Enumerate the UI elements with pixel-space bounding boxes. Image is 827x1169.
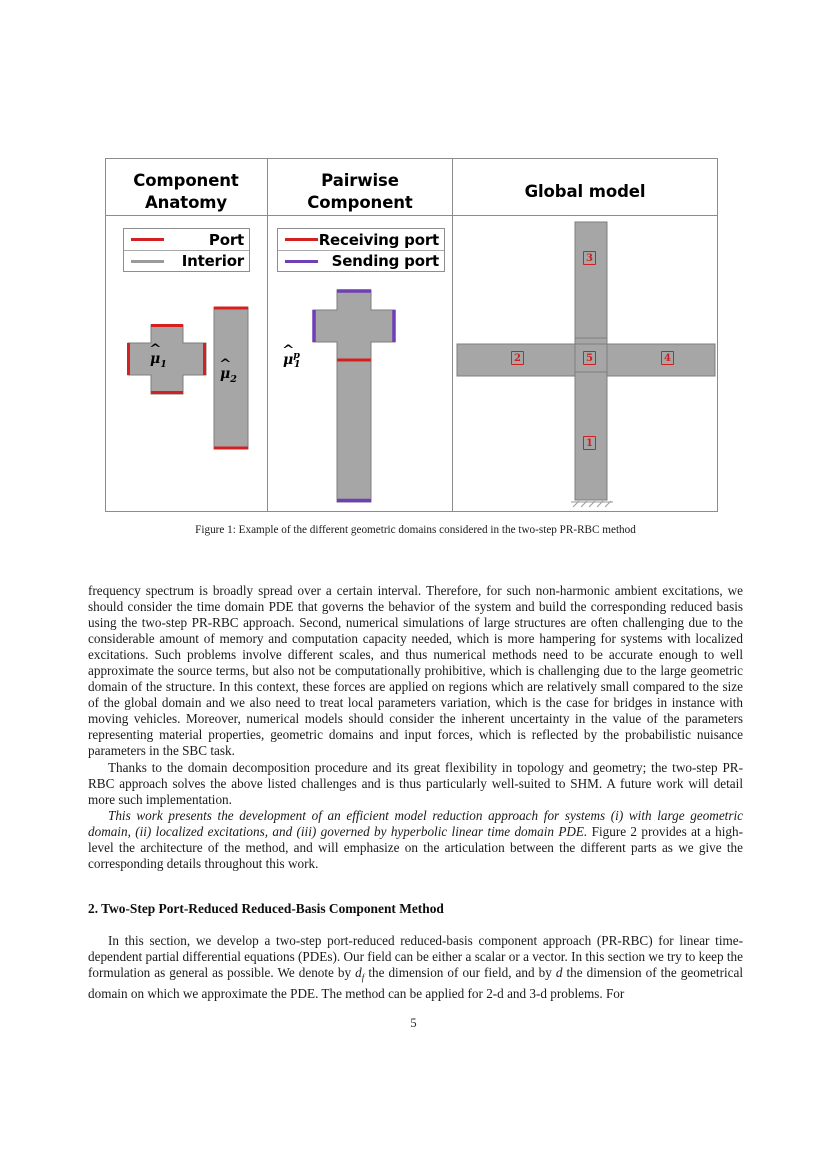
label-mu-2 xyxy=(220,366,237,385)
legend-row-receiving-port xyxy=(278,229,444,250)
pairwise-component-shape xyxy=(311,288,397,504)
interior-line-swatch-icon xyxy=(131,260,164,263)
section-spacer-bottom xyxy=(88,917,743,933)
global-model-badge-3: 3 xyxy=(583,251,596,265)
paragraph-3-remainder: Figure 2 provides at a high-level the architecture of the method, and will emphasize on the articulation between the different parts as we give the corresponding details throughout this work. xyxy=(88,823,744,871)
label-mu-1 xyxy=(150,351,167,370)
panel-title-line-1: Global model xyxy=(524,182,646,201)
figure-header-rule xyxy=(105,215,718,216)
mu-subscript: 2 xyxy=(230,373,237,385)
sending-port-line-swatch-icon xyxy=(285,260,318,263)
mu-symbol: ^ μ xyxy=(283,352,293,368)
paragraph-2: Thanks to the domain decomposition procedure and its great flexibility in topology and geometry; the two-step PR-RBC approach solves the above listed challenges and is thus particularly well-suited to SHM. A future work will detail more such implementation. xyxy=(88,759,743,807)
mu-symbol: ^ μ xyxy=(150,351,160,367)
math-f-subscript: f xyxy=(361,972,365,983)
legend-row-sending-port xyxy=(278,250,444,271)
section-spacer-top xyxy=(88,872,743,901)
receiving-port-line-swatch-icon xyxy=(285,238,318,241)
port-line-swatch-icon xyxy=(131,238,164,241)
legend-pairwise-component xyxy=(277,228,445,272)
panel-title-line-1: Pairwise xyxy=(321,171,399,190)
panel-title-global-model xyxy=(453,181,717,203)
figure-caption: Figure 1: Example of the different geometric domains considered in the two-step PR-RBC method xyxy=(195,524,636,536)
panel-title-pairwise-component xyxy=(268,170,452,214)
global-model-badge-2: 2 xyxy=(511,351,524,365)
paragraph-1: frequency spectrum is broadly spread over a certain interval. Therefore, for such non-harmonic ambient excitations, we should consider the time domain PDE that governs the behavior of the system and build the corresponding reduced basis using the two-step PR-RBC approach. Second, numerical simulations of large structures are often challenging due to the considerable amount of memory and computation capacity needed, which is more hampering for systems with localized excitations. Such problems involve different scales, and thus numerical methods need to be accurate enough to well approximate the source terms, but also not be computationally prohibitive, which is challenging due to the large geometric domain of the structure. In this context, these forces are applied on regions which are relatively small compared to the size of the global domain and we also need to treat local parameters variation, which is the case for bridges in instance with moving vehicles. Moreover, numerical models should consider the inherent uncertainty in the value of the parameters representing material properties, geometric domains and input forces, which is reflected by the probabilistic nuisance parameters in the SBC task. xyxy=(88,583,743,759)
column-divider-2 xyxy=(452,158,453,512)
legend-label-port: Port xyxy=(208,230,244,249)
legend-label-sending-port: Sending port xyxy=(331,252,439,270)
panel-title-line-1: Component xyxy=(133,171,239,190)
panel-title-line-2: Anatomy xyxy=(144,192,228,212)
math-variable-d: d xyxy=(555,964,563,980)
legend-component-anatomy xyxy=(123,228,250,272)
body-text-column xyxy=(88,583,743,1002)
paragraph-4-part-c: the dimension of the geometrical domain on which we approximate the PDE. The method can be applied for 2-d and 3-d problems. For xyxy=(88,964,744,1001)
math-variable-df xyxy=(355,964,365,983)
paragraph-3 xyxy=(88,808,743,872)
mu-superscript: p xyxy=(293,350,300,361)
paragraph-4 xyxy=(88,933,743,1002)
figure-1 xyxy=(105,158,718,512)
legend-label-receiving-port: Receiving port xyxy=(318,230,439,249)
component-anatomy-cross-shape xyxy=(127,324,207,396)
label-mu-1-p xyxy=(283,350,301,370)
mu-subscript: 1 xyxy=(293,359,301,371)
page-number: 5 xyxy=(410,1016,417,1030)
math-d: d xyxy=(355,964,362,980)
paragraph-4-part-b: the dimension of our field, and by xyxy=(364,964,556,980)
legend-row-port xyxy=(124,229,249,250)
global-model-badge-4: 4 xyxy=(661,351,674,365)
legend-row-interior xyxy=(124,250,249,271)
global-model-badge-1: 1 xyxy=(583,436,596,450)
mu-symbol: ^ μ xyxy=(220,366,230,382)
section-heading-2: 2. Two-Step Port-Reduced Reduced-Basis Component Method xyxy=(88,900,444,916)
panel-title-component-anatomy xyxy=(105,170,267,214)
mu-subscript: 1 xyxy=(160,358,167,370)
paragraph-4-part-a: In this section, we develop a two-step port-reduced reduced-basis component approach (PR-RBC) for linear time-dependent partial differential equations (PDEs). Our field can be either a scalar or a vector. In this section we try to keep the formulation as general as possible. We denote by xyxy=(88,932,743,980)
legend-label-interior: Interior xyxy=(181,252,244,270)
paragraph-3-italic-lead: This work presents the development of an efficient model reduction approach for systems (i) with large geometric domain, (ii) localized excitations, and (iii) governed by hyperbolic linear time domain PDE. xyxy=(88,807,743,839)
panel-title-line-2: Component xyxy=(307,192,413,212)
global-model-badge-5: 5 xyxy=(583,351,596,365)
